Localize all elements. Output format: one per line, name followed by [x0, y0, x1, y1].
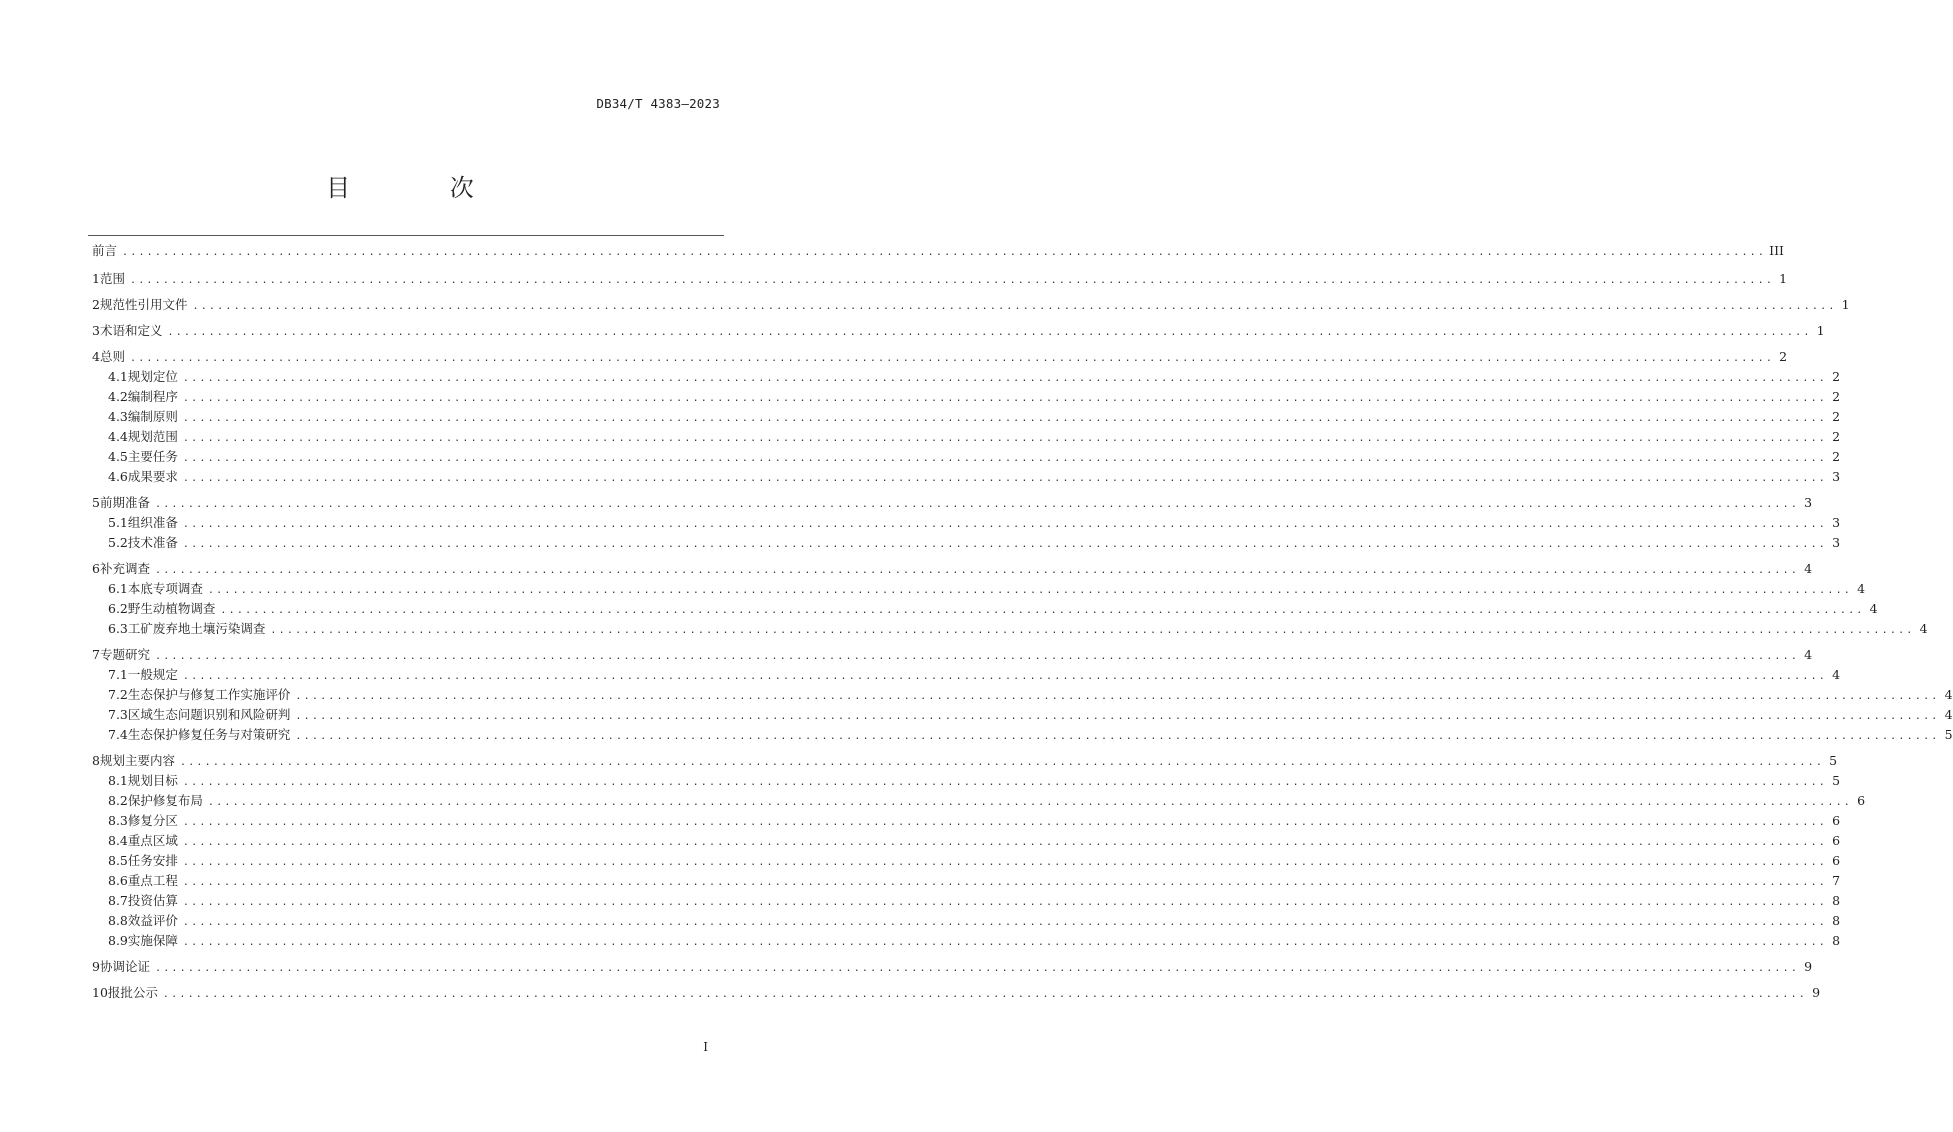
toc-leader-dots: ........................................................................................................................................................................................................ — [295, 711, 1940, 722]
toc-entry-page: 4 — [1832, 667, 1841, 682]
toc-entry-number: 8.4 — [108, 833, 128, 848]
toc-entry-number: 4 — [92, 349, 100, 364]
toc-entry-label: 投资估算 — [127, 893, 178, 908]
toc-entry[interactable] — [92, 957, 1813, 977]
toc-entry-number: 1 — [92, 271, 100, 286]
toc-entry-number: 10 — [92, 985, 108, 1000]
toc-entry-number: 4.5 — [108, 449, 128, 464]
toc-entry[interactable] — [92, 911, 1841, 931]
page-title: 目 次 — [326, 174, 520, 202]
toc-leader-dots: ........................................................................................................................................................................................................ — [182, 671, 1828, 682]
toc-entry-label: 编制原则 — [127, 409, 178, 424]
toc-entry-number: 7.3 — [108, 707, 128, 722]
toc-leader-dots: ........................................................................................................................................................................................................ — [154, 963, 1800, 974]
toc-entry-label: 成果要求 — [127, 469, 178, 484]
toc-entry-page: 4 — [1944, 707, 1953, 722]
toc-entry-number: 8.5 — [108, 853, 128, 868]
toc-entry-label: 总则 — [99, 349, 125, 364]
toc-entry-page: 4 — [1804, 647, 1813, 662]
toc-entry-label: 生态保护与修复工作实施评价 — [127, 687, 291, 702]
toc-entry[interactable] — [92, 705, 1953, 725]
toc-entry-page: 2 — [1832, 369, 1841, 384]
toc-entry-page: 7 — [1832, 873, 1841, 888]
toc-entry-page: 6 — [1832, 833, 1841, 848]
toc-entry[interactable] — [92, 579, 1866, 599]
toc-leader-dots: ........................................................................................................................................................................................................ — [167, 327, 1812, 338]
toc-entry-number: 4.1 — [108, 369, 128, 384]
toc-entry-page: 4 — [1804, 561, 1813, 576]
toc-entry-page: 4 — [1919, 621, 1928, 636]
toc-entry-label: 协调论证 — [99, 959, 150, 974]
toc-leader-dots: ........................................................................................................................................................................................................ — [154, 565, 1800, 576]
toc-entry-page: 8 — [1832, 933, 1841, 948]
toc-entry-number: 4.4 — [108, 429, 128, 444]
toc-entry-label: 补充调查 — [99, 561, 150, 576]
toc-leader-dots: ........................................................................................................................................................................................................ — [182, 413, 1828, 424]
toc-entry-label: 工矿废弃地土壤污染调查 — [127, 621, 266, 636]
toc-entry-label: 实施保障 — [127, 933, 178, 948]
toc-leader-dots: ........................................................................................................................................................................................................ — [182, 373, 1828, 384]
toc-entry-page: 6 — [1857, 793, 1866, 808]
toc-leader-dots: ........................................................................................................................................................................................................ — [182, 519, 1828, 530]
toc-entry-label: 前言 — [92, 243, 118, 258]
toc-leader-dots: ........................................................................................................................................................................................................ — [182, 777, 1828, 788]
toc-entry-label: 区域生态问题识别和风险研判 — [127, 707, 291, 722]
toc-entry-page: 5 — [1944, 727, 1953, 742]
toc-entry-number: 6 — [92, 561, 100, 576]
toc-entry-number: 8.2 — [108, 793, 128, 808]
toc-entry-label: 规划目标 — [127, 773, 178, 788]
toc-entry-label: 保护修复布局 — [127, 793, 203, 808]
document-id: DB34/T 4383—2023 — [596, 96, 720, 111]
toc-leader-dots: ........................................................................................................................................................................................................ — [179, 757, 1825, 768]
toc-entry[interactable] — [92, 791, 1866, 811]
toc-leader-dots: ........................................................................................................................................................................................................ — [182, 897, 1828, 908]
toc-entry[interactable] — [92, 321, 1825, 341]
toc-entry[interactable] — [92, 493, 1813, 513]
toc-entry-page: 8 — [1832, 913, 1841, 928]
toc-entry-label: 编制程序 — [127, 389, 178, 404]
toc-entry-label: 任务安排 — [127, 853, 178, 868]
toc-entry[interactable] — [92, 387, 1841, 407]
toc-entry[interactable] — [92, 725, 1953, 745]
toc-entry[interactable] — [92, 239, 1784, 263]
toc-entry-number: 6.1 — [108, 581, 128, 596]
toc-entry-page: 3 — [1832, 535, 1841, 550]
toc-entry[interactable] — [92, 447, 1841, 467]
toc-entry-label: 技术准备 — [127, 535, 178, 550]
toc-entry-page: 5 — [1832, 773, 1841, 788]
toc-leader-dots: ........................................................................................................................................................................................................ — [182, 917, 1828, 928]
toc-entry[interactable] — [92, 891, 1841, 911]
toc-entry[interactable] — [92, 871, 1841, 891]
toc-entry[interactable] — [92, 467, 1841, 487]
toc-entry-number: 8 — [92, 753, 100, 768]
toc-entry-number: 8.8 — [108, 913, 128, 928]
toc-entry[interactable] — [92, 295, 1850, 315]
table-of-contents — [92, 239, 1953, 1003]
toc-entry-page: 6 — [1832, 813, 1841, 828]
toc-entry-number: 7.2 — [108, 687, 128, 702]
toc-entry-number: 5 — [92, 495, 100, 510]
toc-entry-page: 1 — [1779, 271, 1788, 286]
toc-entry-page: 3 — [1804, 495, 1813, 510]
toc-entry-label: 重点区域 — [127, 833, 178, 848]
toc-entry-number: 7.1 — [108, 667, 128, 682]
toc-entry-page: 1 — [1816, 323, 1825, 338]
toc-entry[interactable] — [92, 665, 1841, 685]
toc-entry[interactable] — [92, 513, 1841, 533]
toc-entry-page: 2 — [1832, 409, 1841, 424]
toc-entry[interactable] — [92, 599, 1878, 619]
toc-entry-page: 4 — [1869, 601, 1878, 616]
toc-entry[interactable] — [92, 831, 1841, 851]
toc-leader-dots: ........................................................................................................................................................................................................ — [182, 857, 1828, 868]
toc-entry-label: 组织准备 — [127, 515, 178, 530]
toc-leader-dots: ........................................................................................................................................................................................................ — [162, 989, 1808, 1000]
toc-entry-label: 生态保护修复任务与对策研究 — [127, 727, 291, 742]
toc-entry-page: 1 — [1841, 297, 1850, 312]
toc-entry-number: 6.2 — [108, 601, 128, 616]
toc-entry-number: 4.6 — [108, 469, 128, 484]
toc-entry[interactable] — [92, 685, 1953, 705]
toc-entry-label: 本底专项调查 — [127, 581, 203, 596]
toc-entry[interactable] — [92, 269, 1788, 289]
toc-entry-number: 9 — [92, 959, 100, 974]
toc-entry-page: 2 — [1832, 429, 1841, 444]
toc-leader-dots: ........................................................................................................................................................................................................ — [182, 817, 1828, 828]
toc-leader-dots: ........................................................................................................................................................................................................ — [182, 473, 1828, 484]
toc-leader-dots: ........................................................................................................................................................................................................ — [295, 731, 1940, 742]
toc-leader-dots: ........................................................................................................................................................................................................ — [220, 605, 1865, 616]
toc-entry[interactable] — [92, 851, 1841, 871]
toc-entry-page: 3 — [1832, 515, 1841, 530]
toc-entry-page: 9 — [1804, 959, 1813, 974]
toc-leader-dots: ........................................................................................................................................................................................................ — [182, 937, 1828, 948]
toc-entry-label: 规划主要内容 — [99, 753, 175, 768]
title-rule — [88, 235, 724, 236]
toc-entry-number: 3 — [92, 323, 100, 338]
toc-leader-dots: ........................................................................................................................................................................................................ — [182, 837, 1828, 848]
toc-entry-number: 5.2 — [108, 535, 128, 550]
toc-leader-dots: ........................................................................................................................................................................................................ — [207, 585, 1853, 596]
toc-leader-dots: ........................................................................................................................................................................................................ — [207, 797, 1853, 808]
toc-entry-page: 2 — [1832, 389, 1841, 404]
toc-entry-number: 7.4 — [108, 727, 128, 742]
toc-entry-label: 规范性引用文件 — [99, 297, 188, 312]
toc-entry-label: 专题研究 — [99, 647, 150, 662]
toc-entry-page: 5 — [1829, 753, 1838, 768]
toc-entry-page: 2 — [1779, 349, 1788, 364]
toc-entry-number: 5.1 — [108, 515, 128, 530]
toc-entry-label: 主要任务 — [127, 449, 178, 464]
toc-entry-label: 重点工程 — [127, 873, 178, 888]
toc-entry[interactable] — [92, 407, 1841, 427]
toc-leader-dots: ........................................................................................................................................................................................................ — [129, 353, 1775, 364]
toc-entry[interactable] — [92, 771, 1841, 791]
toc-entry[interactable] — [92, 645, 1813, 665]
toc-entry[interactable] — [92, 533, 1841, 553]
toc-entry-number: 8.9 — [108, 933, 128, 948]
toc-entry-page: 8 — [1832, 893, 1841, 908]
toc-entry-page: 2 — [1832, 449, 1841, 464]
toc-leader-dots: ........................................................................................................................................................................................................ — [182, 877, 1828, 888]
toc-entry[interactable] — [92, 347, 1788, 367]
toc-entry-label: 修复分区 — [127, 813, 178, 828]
toc-entry-label: 一般规定 — [127, 667, 178, 682]
toc-entry-page: 6 — [1832, 853, 1841, 868]
toc-leader-dots: ........................................................................................................................................................................................................ — [129, 275, 1775, 286]
toc-leader-dots: ........................................................................................................................................................................................................ — [182, 453, 1828, 464]
toc-entry-page: 3 — [1832, 469, 1841, 484]
toc-entry-label: 前期准备 — [99, 495, 150, 510]
toc-entry-number: 8.3 — [108, 813, 128, 828]
toc-entry-label: 规划定位 — [127, 369, 178, 384]
toc-leader-dots: ........................................................................................................................................................................................................ — [295, 691, 1940, 702]
toc-entry-label: 报批公示 — [107, 985, 158, 1000]
toc-entry[interactable] — [92, 427, 1841, 447]
toc-entry[interactable] — [92, 559, 1813, 579]
toc-leader-dots: ........................................................................................................................................................................................................ — [182, 433, 1828, 444]
toc-leader-dots: ........................................................................................................................................................................................................ — [154, 651, 1800, 662]
toc-leader-dots: ........................................................................................................................................................................................................ — [122, 247, 1767, 258]
toc-entry-number: 8.1 — [108, 773, 128, 788]
toc-entry-label: 效益评价 — [127, 913, 178, 928]
footer-page-number: I — [703, 1040, 708, 1054]
toc-entry-number: 2 — [92, 297, 100, 312]
toc-entry-page: 4 — [1857, 581, 1866, 596]
toc-entry-number: 7 — [92, 647, 100, 662]
toc-entry-label: 规划范围 — [127, 429, 178, 444]
toc-entry[interactable] — [92, 983, 1821, 1003]
toc-leader-dots: ........................................................................................................................................................................................................ — [192, 301, 1837, 312]
toc-entry-page: 4 — [1944, 687, 1953, 702]
toc-entry[interactable] — [92, 619, 1928, 639]
toc-entry-number: 8.7 — [108, 893, 128, 908]
toc-leader-dots: ........................................................................................................................................................................................................ — [270, 625, 1915, 636]
toc-entry[interactable] — [92, 367, 1841, 387]
toc-entry-number: 4.2 — [108, 389, 128, 404]
toc-leader-dots: ........................................................................................................................................................................................................ — [182, 393, 1828, 404]
toc-entry-number: 4.3 — [108, 409, 128, 424]
toc-entry-page: 9 — [1812, 985, 1821, 1000]
toc-entry-page: III — [1769, 243, 1784, 258]
toc-entry[interactable] — [92, 751, 1838, 771]
toc-entry-number: 8.6 — [108, 873, 128, 888]
toc-entry-label: 术语和定义 — [99, 323, 163, 338]
toc-entry[interactable] — [92, 931, 1841, 951]
toc-entry-label: 野生动植物调查 — [127, 601, 216, 616]
toc-entry[interactable] — [92, 811, 1841, 831]
toc-entry-number: 6.3 — [108, 621, 128, 636]
toc-leader-dots: ........................................................................................................................................................................................................ — [182, 539, 1828, 550]
toc-leader-dots: ........................................................................................................................................................................................................ — [154, 499, 1800, 510]
toc-entry-label: 范围 — [99, 271, 125, 286]
